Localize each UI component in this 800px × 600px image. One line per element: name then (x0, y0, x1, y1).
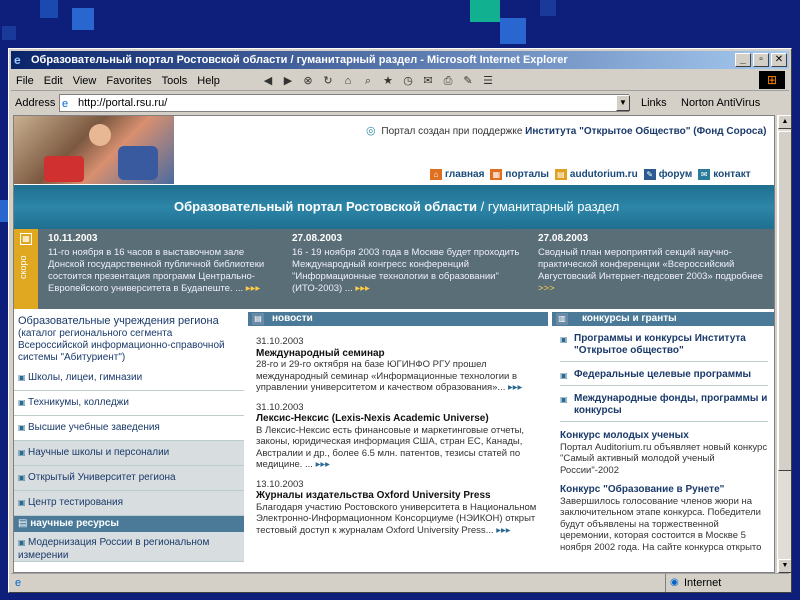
news-item[interactable]: 31.10.2003 Международный семинар 28-го и 29-го октября на базе ЮГИНФО РГУ прошел международный семинар «Информационные технологии в управлении университетом и качеством образования»... ▸▸▸ (256, 336, 523, 393)
status-page-icon: e (15, 577, 22, 589)
back-icon[interactable]: ◀ (263, 75, 273, 87)
refresh-icon[interactable]: ↻ (323, 75, 333, 87)
nav-item-contact[interactable]: ✉ контакт (698, 169, 750, 180)
scroll-up-icon[interactable]: ▲ (778, 115, 792, 129)
top-nav (430, 169, 751, 180)
contest-link[interactable]: ▣ Программы и конкурсы Института "Открытое общество" (560, 330, 768, 362)
contests-column (552, 312, 775, 573)
list-icon: ▤ (18, 518, 31, 529)
scroll-thumb[interactable] (778, 131, 792, 471)
title-bar (11, 51, 789, 69)
menu-view[interactable]: View (72, 75, 97, 87)
news-icon: ▤ (252, 313, 264, 325)
address-input[interactable] (59, 94, 629, 112)
upcoming-events (14, 229, 775, 309)
auditorium-icon: ▤ (555, 169, 567, 180)
print-icon[interactable]: ⎙ (443, 75, 453, 87)
grants-icon: ▥ (556, 313, 568, 325)
deco-square (72, 8, 94, 30)
soros-logo-icon: ◎ (366, 125, 376, 137)
globe-icon: ◉ (670, 577, 679, 588)
left-menu-item[interactable]: ▣ Высшие учебные заведения (14, 416, 244, 441)
calendar-icon: ▦ (20, 233, 32, 245)
home-icon: ⌂ (430, 169, 442, 180)
search-icon[interactable]: ⌕ (364, 75, 372, 87)
maximize-button[interactable]: ▫ (753, 53, 769, 67)
left-menu-item[interactable]: ▣ Техникумы, колледжи (14, 391, 244, 416)
close-button[interactable]: ✕ (771, 53, 787, 67)
contests-header: ▥ конкурсы и гранты (552, 312, 775, 326)
left-column (14, 312, 244, 573)
deco-square (2, 26, 16, 40)
contest-link[interactable]: ▣ Федеральные целевые программы (560, 366, 768, 386)
security-zone: ◉ Internet (665, 574, 721, 592)
links-button[interactable]: Links (641, 97, 667, 109)
scroll-down-icon[interactable]: ▼ (778, 559, 792, 573)
upcoming-item[interactable]: 27.08.2003 Сводный план мероприятий секций научно-практической конференции «Всероссийский Августовский Интернет-педсовет 2003» подробнее >>> (538, 233, 763, 294)
contest-item[interactable]: Конкурс "Образование в Рунете" Завершилось голосование членов жюри на заключительном этапе конкурса. Победители будут объявлены на торжественной церемонии, которая состоится в Москве 5 ноября 2002 года. На сайте конкурса открыто (560, 484, 762, 553)
upcoming-item[interactable]: 27.08.2003 16 - 19 ноября 2003 года в Москве будет проходить Международный конгресс конференций "Информационные технологии в образовании" (ИТО-2003) ... ▸▸▸ (292, 233, 520, 294)
deco-square (0, 200, 8, 222)
contest-item[interactable]: Конкурс молодых ученых Портал Auditorium.ru объявляет новый конкурс "Самый активный молодой ученый России"-2002 (560, 430, 768, 476)
deco-square (540, 0, 556, 16)
stop-icon[interactable]: ⊗ (303, 75, 313, 87)
left-menu-item[interactable]: ▣ Школы, лицеи, гимназии (14, 366, 244, 391)
support-org-link[interactable]: Института "Открытое Общество" (Фонд Сороса) (525, 126, 767, 137)
forward-icon[interactable]: ▶ (283, 75, 293, 87)
vertical-scrollbar[interactable] (777, 115, 791, 573)
nav-item-forum[interactable]: ✎ форум (644, 169, 693, 180)
minimize-button[interactable]: _ (735, 53, 751, 67)
nav-item-home[interactable]: ⌂ главная (430, 169, 484, 180)
deco-square (40, 0, 58, 18)
science-resources-header: ▤ научные ресурсы (14, 516, 244, 532)
history-icon[interactable]: ◷ (403, 75, 413, 87)
address-label: Address (15, 97, 56, 109)
menu-file[interactable]: File (16, 75, 34, 87)
favorites-icon[interactable]: ★ (383, 75, 393, 87)
ie-icon: e (14, 53, 21, 67)
mail-icon[interactable]: ✉ (423, 75, 433, 87)
skoro-tab: ▦ скоро (14, 229, 38, 309)
portal-banner (14, 185, 775, 229)
nav-item-auditorium[interactable]: ▤ audutorium.ru (555, 169, 638, 180)
contact-icon: ✉ (698, 169, 710, 180)
menu-edit[interactable]: Edit (43, 75, 63, 87)
menu-help[interactable]: Help (197, 75, 220, 87)
url-text: http://portal.rsu.ru/ (78, 97, 168, 109)
news-item[interactable]: 31.10.2003 Лексис-Нексис (Lexis-Nexis Academic Universe) В Лексис-Нексис есть финансовые и маркетинговые отчеты, законы, юридическая информация США, стран ЕС, Канады, Австралии и др., более 6.5 млн. патентов, тезисы статей по медицине. ... ▸▸▸ (256, 401, 525, 470)
web-page (13, 115, 775, 573)
contest-link[interactable]: ▣ Международные фонды, программы и конкурсы (560, 390, 768, 422)
left-menu-item[interactable]: ▣ Центр тестирования (14, 491, 244, 516)
home-icon[interactable]: ⌂ (344, 75, 352, 87)
left-menu-item[interactable]: ▣ Научные школы и персоналии (14, 441, 244, 466)
banner-title: Образовательный портал Ростовской области / гуманитарный раздел (174, 199, 620, 214)
deco-square (500, 18, 526, 44)
portals-icon: ▦ (490, 169, 502, 180)
left-menu-item[interactable]: ▣ Открытый Университет региона (14, 466, 244, 491)
support-prefix: Портал создан при поддержке (381, 126, 523, 137)
catalog-heading[interactable]: Образовательные учреждения региона (каталог регионального сегмента Всероссийской информационно-справочной системы "Абитуриент") (18, 315, 225, 363)
forum-icon: ✎ (644, 169, 656, 180)
window-title: Образовательный портал Ростовской области / гуманитарный раздел - Microsoft Internet Explorer (31, 54, 568, 66)
news-column (248, 312, 548, 573)
left-menu-item[interactable]: ▣ Модернизация России в региональном измерении (14, 532, 244, 562)
edit-icon[interactable]: ✎ (463, 75, 473, 87)
news-item[interactable]: 13.10.2003 Журналы издательства Oxford University Press Благодаря участию Ростовского университета в Национальном Электронно-Информационном Консорциуме (НЭИКОН) открыт тестовый доступ к журналам Oxford University Press... ▸▸▸ (256, 478, 537, 536)
news-header: ▤ новости (248, 312, 548, 326)
menu-favorites[interactable]: Favorites (106, 75, 152, 87)
browser-window (8, 48, 792, 593)
nav-item-portals[interactable]: ▦ порталы (490, 169, 548, 180)
norton-antivirus-button[interactable]: Norton AntiVirus (681, 97, 761, 109)
windows-logo-icon: ⊞ (759, 71, 785, 89)
support-line (366, 124, 766, 137)
page-icon: e (62, 98, 69, 110)
deco-square (470, 0, 500, 22)
status-bar (11, 573, 789, 591)
header-photo (14, 116, 174, 184)
address-dropdown-button[interactable]: ▼ (616, 95, 630, 111)
discuss-icon[interactable]: ☰ (483, 75, 493, 87)
toolbar (259, 72, 497, 90)
menu-tools[interactable]: Tools (161, 75, 188, 87)
upcoming-item[interactable]: 10.11.2003 11-го ноября в 16 часов в выставочном зале Донской государственной публичной библиотеки состоится презентация программ Центрально-Европейского университета в Будапеште. ... ▸▸▸ (48, 233, 265, 294)
address-bar (11, 92, 789, 114)
